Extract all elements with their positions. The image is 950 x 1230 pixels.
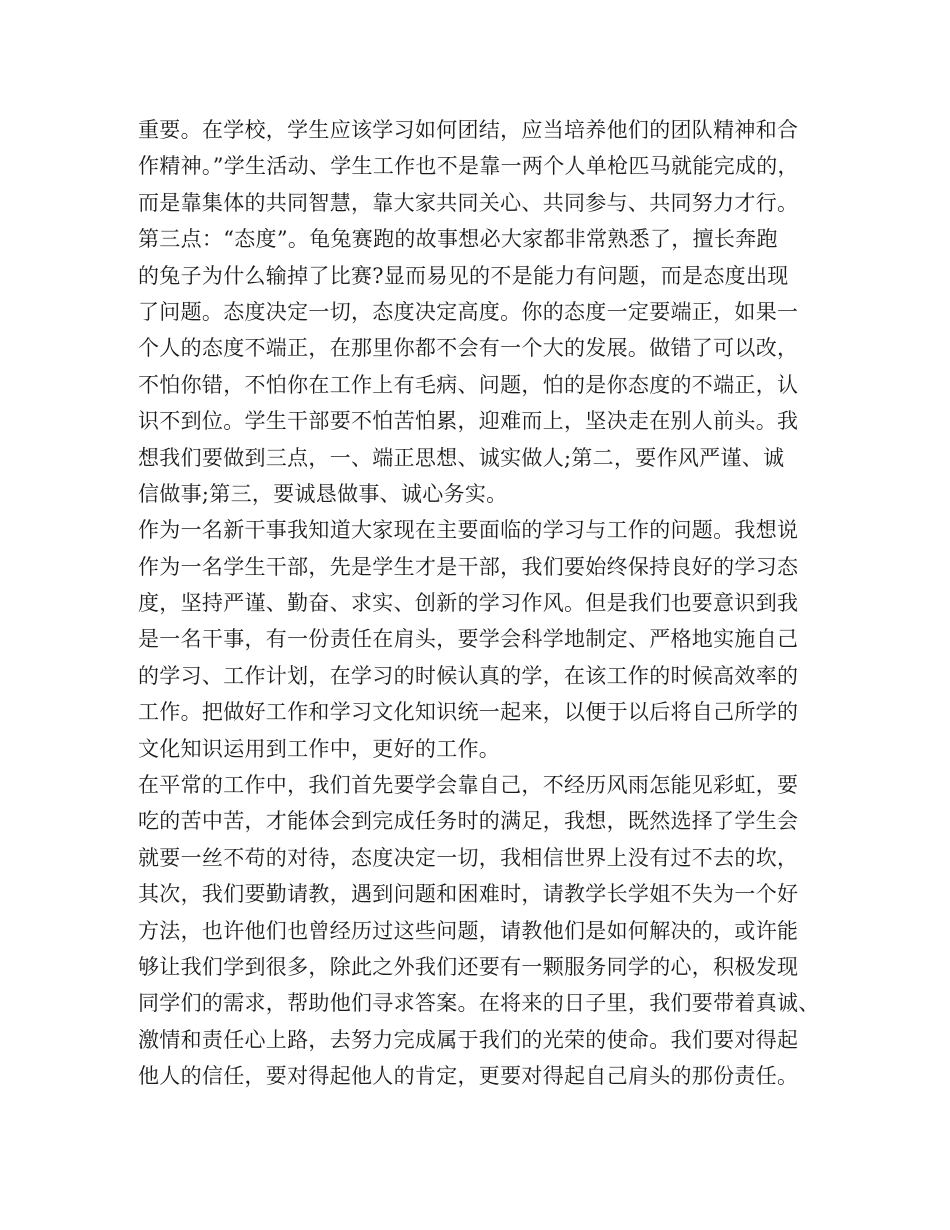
text-line: 其次，我们要勤请教，遇到问题和困难时，请教学长学姐不失为一个好 [138,882,799,907]
text-line: 识不到位。学生干部要不怕苦怕累，迎难而上，坚决走在别人前头。我 [138,409,799,434]
text-line: 工作。把做好工作和学习文化知识统一起来，以便于以后将自己所学的 [138,700,799,725]
text-line: 信做事;第三，要诚恳做事、诚心务实。 [138,481,508,506]
text-line: 方法，也许他们也曾经历过这些问题，请教他们是如何解决的，或许能 [138,918,799,943]
text-line: 他人的信任，要对得起他人的肯定，更要对得起自己肩头的那份责任。 [138,1064,799,1089]
text-line: 是一名干事，有一份责任在肩头，要学会科学地制定、严格地实施自己 [138,627,799,652]
text-line: 激情和责任心上路，去努力完成属于我们的光荣的使命。我们要对得起 [138,1027,799,1052]
document-body-text [138,112,828,1095]
text-line: 作精神。”学生活动、学生工作也不是靠一两个人单枪匹马就能完成的， [138,154,799,179]
text-line: 的兔子为什么输掉了比赛?显而易见的不是能力有问题，而是态度出现 [138,263,789,288]
text-line: 第三点：“态度”。龟兔赛跑的故事想必大家都非常熟悉了，擅长奔跑 [138,227,778,252]
text-line: 作为一名学生干部，先是学生才是干部，我们要始终保持良好的学习态 [138,554,799,579]
text-line: 度，坚持严谨、勤奋、求实、创新的学习作风。但是我们也要意识到我 [138,591,799,616]
text-line: 不怕你错，不怕你在工作上有毛病、问题，怕的是你态度的不端正，认 [138,372,799,397]
text-line: 而是靠集体的共同智慧，靠大家共同关心、共同参与、共同努力才行。 [138,190,799,215]
text-line: 够让我们学到很多，除此之外我们还要有一颗服务同学的心，积极发现 [138,954,799,979]
text-line: 作为一名新干事我知道大家现在主要面临的学习与工作的问题。我想说 [138,518,799,543]
text-line: 了问题。态度决定一切，态度决定高度。你的态度一定要端正，如果一 [138,299,799,324]
text-line: 文化知识运用到工作中，更好的工作。 [138,736,501,761]
text-line: 重要。在学校，学生应该学习如何团结，应当培养他们的团队精神和合 [138,118,799,142]
text-line: 的学习、工作计划，在学习的时候认真的学，在该工作的时候高效率的 [138,663,799,688]
text-line: 在平常的工作中，我们首先要学会靠自己，不经历风雨怎能见彩虹，要 [138,773,799,798]
text-line: 吃的苦中苦，才能体会到完成任务时的满足，我想，既然选择了学生会 [138,809,799,834]
text-line: 个人的态度不端正，在那里你都不会有一个大的发展。做错了可以改， [138,336,799,361]
text-line: 同学们的需求，帮助他们寻求答案。在将来的日子里，我们要带着真诚、 [138,991,820,1016]
text-line: 想我们要做到三点，一、端正思想、诚实做人;第二，要作风严谨、诚 [138,445,785,470]
text-line: 就要一丝不苟的对待，态度决定一切，我相信世界上没有过不去的坎， [138,845,799,870]
